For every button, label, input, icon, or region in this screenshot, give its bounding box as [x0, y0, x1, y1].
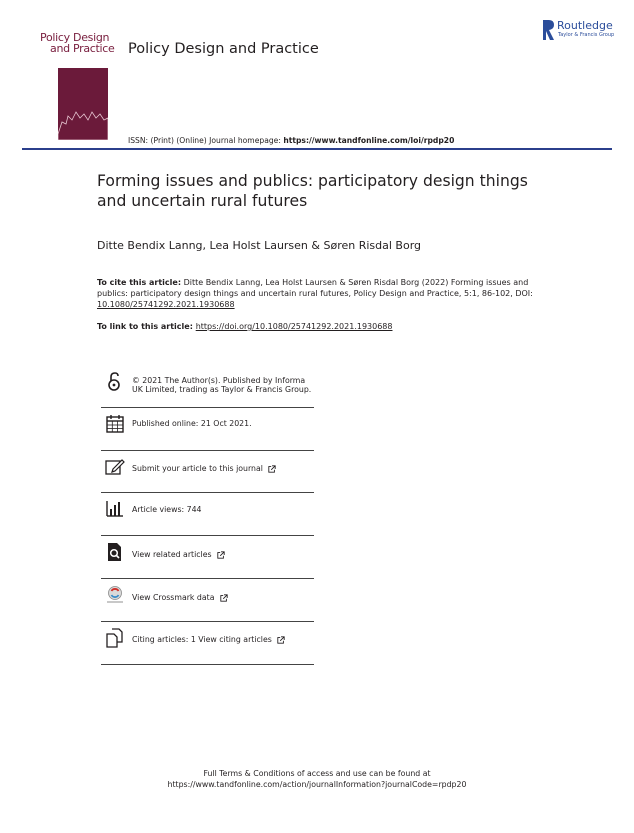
article-title: Forming issues and publics: participatory design things and uncertain rural futures [97, 172, 528, 210]
external-link-icon [217, 551, 225, 559]
open-access-icon [105, 372, 125, 392]
info-item-published [101, 414, 314, 451]
article-views-text: Article views: 744 [132, 505, 202, 514]
terms-footer [0, 768, 634, 790]
search-document-icon [105, 542, 125, 562]
article-doi-link[interactable]: https://doi.org/10.1080/25741292.2021.1930688 [195, 322, 393, 331]
issn-line: ISSN: (Print) (Online) Journal homepage: https://www.tandfonline.com/loi/rpdp20 [128, 136, 455, 145]
info-item-crossmark[interactable] [101, 585, 314, 622]
submit-article-link[interactable]: Submit your article to this journal [132, 464, 276, 473]
citation-doi-link[interactable]: 10.1080/25741292.2021.1930688 [97, 300, 235, 309]
divider [101, 492, 314, 493]
info-item-views [101, 499, 314, 536]
info-item-submit[interactable] [101, 457, 314, 493]
divider [101, 407, 314, 408]
related-articles-link[interactable]: View related articles [132, 550, 225, 559]
article-authors: Ditte Bendix Lanng, Lea Holst Laursen & Søren Risdal Borg [97, 239, 422, 252]
divider [101, 450, 314, 451]
journal-homepage-link[interactable]: https://www.tandfonline.com/loi/rpdp20 [283, 136, 455, 145]
info-item-related[interactable] [101, 542, 314, 579]
citing-articles-link[interactable]: Citing articles: 1 View citing articles [132, 635, 285, 644]
calendar-icon [105, 414, 125, 434]
info-item-open-access [101, 372, 314, 408]
publisher-tagline: Taylor & Francis Group [558, 32, 615, 38]
citation-block: To cite this article: Ditte Bendix Lanng, Lea Holst Laursen & Søren Risdal Borg (2022) Forming issues and publics: participatory design things and uncertain rural futures, Policy Design and Practice, 5:1, 86-102, DOI: 10.1080/25741292.2021.1930688 [97, 278, 533, 309]
crossmark-link[interactable]: View Crossmark data [132, 593, 228, 602]
info-item-citing[interactable] [101, 628, 314, 666]
external-link-icon [220, 594, 228, 602]
edit-icon [105, 457, 125, 477]
external-link-icon [277, 636, 285, 644]
journal-name: Policy Design and Practice [128, 41, 319, 57]
header-divider [22, 148, 612, 150]
publisher-logo[interactable] [541, 19, 621, 43]
citing-icon [105, 628, 125, 648]
cover-silhouette-icon [58, 104, 108, 140]
routledge-r-icon [541, 19, 555, 41]
divider [101, 535, 314, 536]
divider [101, 621, 314, 622]
divider [101, 664, 314, 665]
article-link-line: To link to this article: https://doi.org/10.1080/25741292.2021.1930688 [97, 322, 393, 331]
bar-chart-icon [105, 499, 125, 519]
journal-cover [22, 20, 122, 144]
crossmark-icon [105, 585, 125, 605]
copyright-text: © 2021 The Author(s). Published by Informa UK Limited, trading as Taylor & Francis Group. [132, 376, 312, 394]
terms-text: Full Terms & Conditions of access and use can be found at [203, 769, 431, 778]
publisher-name: Routledge [557, 19, 613, 32]
terms-link[interactable]: https://www.tandfonline.com/action/journalInformation?journalCode=rpdp20 [167, 780, 467, 789]
published-online-text: Published online: 21 Oct 2021. [132, 419, 252, 428]
external-link-icon [268, 465, 276, 473]
cover-title: Policy Design and Practice [40, 31, 115, 55]
cover-image [58, 68, 108, 140]
divider [101, 578, 314, 579]
